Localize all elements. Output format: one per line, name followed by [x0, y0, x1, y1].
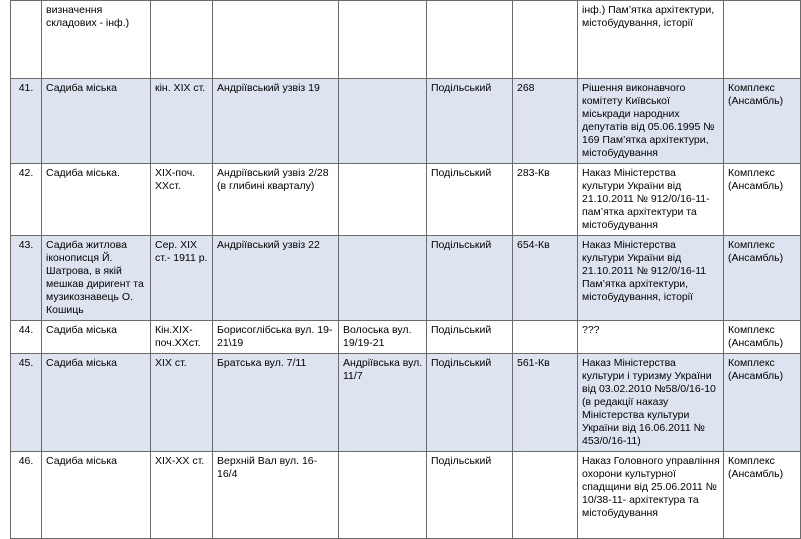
table-row	[11, 321, 801, 354]
legal-document: Наказ Міністерства культури і туризму України від 03.02.2010 №58/0/16-10 (в редакції наказу Міністерства культури України від 16.06.2011 № 453/0/16-11)	[578, 354, 724, 452]
object-address: Андріївський узвіз 2/28 (в глибині кварталу)	[213, 164, 339, 236]
object-date: Сер. XIX ст.- 1911 р.	[151, 236, 213, 321]
object-date: кін. XIX ст.	[151, 79, 213, 164]
protection-number	[513, 452, 578, 539]
row-number: 45.	[11, 354, 42, 452]
object-address-secondary	[339, 1, 427, 79]
object-district	[427, 1, 513, 79]
object-name: Садиба міська	[42, 321, 151, 354]
object-address: Борисоглібська вул. 19-21\19	[213, 321, 339, 354]
object-address: Верхній Вал вул. 16-16/4	[213, 452, 339, 539]
row-number: 44.	[11, 321, 42, 354]
object-address: Братська вул. 7/11	[213, 354, 339, 452]
object-name: Садиба житлова іконописця Й. Шатрова, в якій мешкав диригент та музикознавець О. Кошиць	[42, 236, 151, 321]
heritage-register-table	[10, 0, 801, 539]
protection-number: 283-Кв	[513, 164, 578, 236]
object-date: Кін.XIX-поч.XXст.	[151, 321, 213, 354]
object-type: Комплекс (Ансамбль)	[724, 452, 801, 539]
protection-number: 268	[513, 79, 578, 164]
table-row	[11, 164, 801, 236]
object-district: Подільський	[427, 236, 513, 321]
object-address: Андріївський узвіз 22	[213, 236, 339, 321]
document-page	[10, 0, 800, 519]
table-row	[11, 1, 801, 79]
object-date	[151, 1, 213, 79]
object-type	[724, 1, 801, 79]
object-address-secondary: Андріївська вул. 11/7	[339, 354, 427, 452]
protection-number	[513, 1, 578, 79]
legal-document: Наказ Міністерства культури України від 21.10.2011 № 912/0/16-11 Пам’ятка архітектури, містобудування, історії	[578, 236, 724, 321]
protection-number: 561-Кв	[513, 354, 578, 452]
table-row	[11, 452, 801, 539]
row-number	[11, 1, 42, 79]
legal-document: Наказ Головного управління охорони культурної спадщини від 25.06.2011 № 10/38-11- архітектура та містобудування	[578, 452, 724, 539]
object-district: Подільський	[427, 79, 513, 164]
object-date: XIX ст.	[151, 354, 213, 452]
object-address-secondary	[339, 452, 427, 539]
row-number: 43.	[11, 236, 42, 321]
object-address-secondary: Волоська вул. 19/19-21	[339, 321, 427, 354]
legal-document: ???	[578, 321, 724, 354]
object-name: Садиба міська	[42, 79, 151, 164]
legal-document: Рішення виконавчого комітету Київської міськради народних депутатів від 05.06.1995 № 169 Пам’ятка архітектури, містобудування	[578, 79, 724, 164]
row-number: 42.	[11, 164, 42, 236]
legal-document: інф.) Пам’ятка архітектури, містобудування, історії	[578, 1, 724, 79]
object-name: Садиба міська.	[42, 164, 151, 236]
table-row	[11, 236, 801, 321]
object-name: Садиба міська	[42, 452, 151, 539]
object-address	[213, 1, 339, 79]
object-district: Подільський	[427, 354, 513, 452]
table-row	[11, 354, 801, 452]
object-date: XIX-поч. XXст.	[151, 164, 213, 236]
protection-number	[513, 321, 578, 354]
object-name: Садиба міська	[42, 354, 151, 452]
object-date: XIX-XX ст.	[151, 452, 213, 539]
object-type: Комплекс (Ансамбль)	[724, 79, 801, 164]
object-district: Подільський	[427, 452, 513, 539]
table-row	[11, 79, 801, 164]
protection-number: 654-Кв	[513, 236, 578, 321]
object-name: визначення складових - інф.)	[42, 1, 151, 79]
object-address-secondary	[339, 79, 427, 164]
legal-document: Наказ Міністерства культури України від 21.10.2011 № 912/0/16-11- пам’ятка архітектури та містобудування	[578, 164, 724, 236]
object-type: Комплекс (Ансамбль)	[724, 164, 801, 236]
object-district: Подільський	[427, 321, 513, 354]
object-type: Комплекс (Ансамбль)	[724, 236, 801, 321]
row-number: 46.	[11, 452, 42, 539]
object-address-secondary	[339, 236, 427, 321]
object-address: Андріївський узвіз 19	[213, 79, 339, 164]
row-number: 41.	[11, 79, 42, 164]
object-type: Комплекс (Ансамбль)	[724, 321, 801, 354]
object-district: Подільський	[427, 164, 513, 236]
object-type: Комплекс (Ансамбль)	[724, 354, 801, 452]
object-address-secondary	[339, 164, 427, 236]
